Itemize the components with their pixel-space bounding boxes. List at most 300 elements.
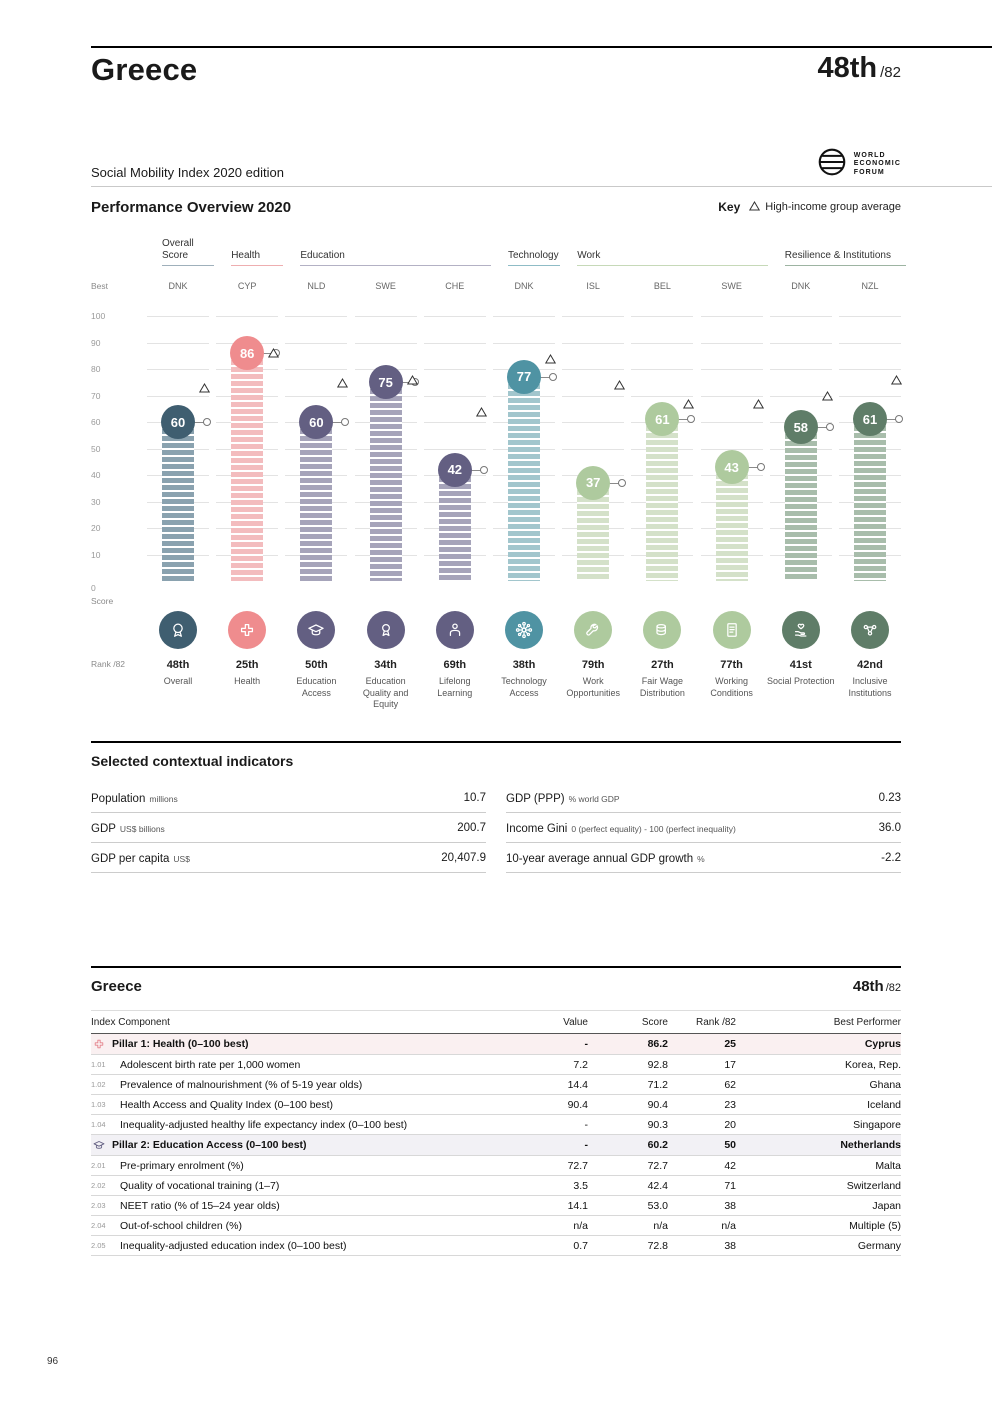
- row-label: Inequality-adjusted education index (0–100 best): [120, 1239, 347, 1252]
- country-rank: [818, 52, 902, 85]
- gridline: [424, 316, 486, 317]
- detail-country-title: Greece: [91, 977, 142, 995]
- gridline: [562, 449, 624, 450]
- score-circle-inclusive-institutions: 61: [853, 402, 887, 436]
- indicator-unit: millions: [149, 793, 178, 804]
- row-label: Inequality-adjusted healthy life expectancy index (0–100 best): [120, 1118, 408, 1131]
- axis-tick-10: 10: [91, 549, 101, 560]
- score-circle-education-quality-and-equity: 75: [369, 365, 403, 399]
- row-label: NEET ratio (% of 15–24 year olds): [120, 1199, 280, 1212]
- row-component: [91, 1059, 516, 1071]
- row-score: 60.2: [647, 1139, 668, 1151]
- high-income-marker-icon-inclusive-institutions: [891, 372, 902, 382]
- best-country-code-fair-wage-distribution: BEL: [653, 281, 671, 291]
- table-row-2.01: [91, 1156, 901, 1176]
- axis-tick-0: 0: [91, 583, 96, 593]
- group-label-resilience-institutions: Resilience & Institutions: [785, 233, 906, 266]
- pillar-name-lifelong-learning: Lifelong Learning: [437, 676, 473, 698]
- table-header-row: [91, 1010, 901, 1034]
- table-row-2.04: [91, 1216, 901, 1236]
- page-header: [91, 52, 901, 88]
- row-score: 42.4: [647, 1179, 668, 1192]
- high-income-marker-icon-technology-access: [545, 351, 556, 361]
- indicator-name: 10-year average annual GDP growth: [506, 852, 694, 865]
- row-rank: 17: [724, 1058, 736, 1071]
- pillar-rank-inclusive-institutions: 42nd: [857, 659, 883, 671]
- axis-score-label: Score: [91, 596, 114, 606]
- score-bar-education-access: [300, 422, 332, 581]
- row-rank: 38: [724, 1199, 736, 1212]
- score-circle-health: 86: [230, 336, 264, 370]
- high-income-marker-icon-health: [268, 345, 279, 355]
- score-marker-dot-overall: [203, 418, 211, 426]
- medal-icon: [159, 611, 197, 649]
- gridline: [493, 316, 555, 317]
- gridline: [839, 369, 901, 370]
- score-bar-health: [231, 353, 263, 581]
- performance-header: [91, 195, 901, 219]
- score-circle-overall: 60: [161, 405, 195, 439]
- key-item-label: High-income group average: [765, 201, 901, 213]
- gridline: [701, 343, 763, 344]
- edition-row: [91, 134, 901, 186]
- best-country-code-overall: DNK: [168, 281, 188, 291]
- gridline: [562, 422, 624, 423]
- score-bar-technology-access: [508, 377, 540, 581]
- gridline: [147, 343, 209, 344]
- score-circle-working-conditions: 43: [715, 450, 749, 484]
- axis-tick-20: 20: [91, 523, 101, 533]
- axis-rank-label: Rank /82: [91, 659, 126, 669]
- group-label-education: Education: [300, 233, 490, 266]
- gridline: [285, 396, 347, 397]
- indicator-row-10-year-average-annual-gdp-growth: [506, 843, 901, 873]
- row-score: 71.2: [647, 1078, 668, 1091]
- gridline: [631, 316, 693, 317]
- row-component: [91, 1240, 516, 1252]
- row-component: [91, 1160, 516, 1172]
- score-marker-dot-social-protection: [826, 423, 834, 431]
- high-income-average-key-icon: [749, 201, 760, 214]
- table-body: [91, 1034, 901, 1256]
- indicator-row-gdp-ppp: [506, 783, 901, 813]
- row-number: 1.03: [91, 1100, 106, 1109]
- pillar-rank-fair-wage-distribution: 27th: [651, 659, 674, 671]
- row-best-performer: Malta: [875, 1159, 901, 1172]
- best-country-code-inclusive-institutions: NZL: [861, 281, 879, 291]
- gridline: [424, 369, 486, 370]
- score-marker-dot-lifelong-learning: [480, 466, 488, 474]
- column-header-value: Value: [563, 1016, 588, 1028]
- pillar-name-social-protection: Social Protection: [767, 676, 835, 686]
- row-label: Quality of vocational training (1–7): [120, 1179, 280, 1192]
- score-bar-social-protection: [785, 427, 817, 581]
- gridline: [839, 316, 901, 317]
- edition-subtitle: Social Mobility Index 2020 edition: [91, 165, 284, 180]
- pillar-name-education-quality-and-equity: Education Quality and Equity: [362, 676, 409, 710]
- axis-tick-80: 80: [91, 364, 101, 374]
- gridline: [701, 422, 763, 423]
- gridline: [770, 369, 832, 370]
- pillar-rank-work-opportunities: 79th: [581, 659, 605, 671]
- indicator-value: 20,407.9: [441, 851, 486, 864]
- indicator-label: [506, 819, 736, 837]
- indicator-name: GDP per capita: [91, 852, 170, 865]
- gridline: [216, 316, 278, 317]
- indicator-value: 36.0: [878, 821, 901, 834]
- axis-tick-50: 50: [91, 443, 101, 454]
- row-value: 0.7: [573, 1239, 588, 1252]
- high-income-marker-icon-work-opportunities: [614, 377, 625, 387]
- wef-logo: [815, 145, 901, 186]
- gridline: [424, 422, 486, 423]
- score-bar-fair-wage-distribution: [646, 419, 678, 581]
- indicator-value: 10.7: [463, 791, 486, 804]
- gridline: [147, 316, 209, 317]
- rank-value: 48th: [817, 52, 878, 84]
- row-label: Out-of-school children (%): [120, 1219, 242, 1232]
- high-income-marker-icon-social-protection: [822, 388, 833, 398]
- row-score: 53.0: [647, 1199, 668, 1212]
- gridline: [493, 343, 555, 344]
- best-country-code-lifelong-learning: CHE: [445, 281, 465, 291]
- row-best-performer: Netherlands: [840, 1139, 901, 1151]
- indicators-grid: [91, 783, 901, 873]
- score-circle-lifelong-learning: 42: [438, 453, 472, 487]
- row-rank: 38: [724, 1239, 736, 1252]
- indicator-value: 200.7: [457, 821, 486, 834]
- row-best-performer: Ghana: [869, 1078, 901, 1091]
- gridline: [562, 316, 624, 317]
- score-circle-technology-access: 77: [507, 360, 541, 394]
- row-rank: 23: [724, 1098, 736, 1111]
- row-rank: 50: [724, 1139, 736, 1151]
- row-label: Adolescent birth rate per 1,000 women: [120, 1058, 301, 1071]
- row-component: [91, 1180, 516, 1192]
- score-marker-dot-work-opportunities: [618, 479, 626, 487]
- key-item: [749, 201, 901, 214]
- row-best-performer: Multiple (5): [849, 1219, 901, 1232]
- wef-globe-icon: [815, 145, 849, 184]
- cross-icon: [228, 611, 266, 649]
- indicator-row-population: [91, 783, 486, 813]
- row-rank: 71: [724, 1179, 736, 1192]
- table-row-1.01: [91, 1055, 901, 1075]
- pillar-rank-working-conditions: 77th: [720, 659, 743, 671]
- indicator-name: Income Gini: [506, 822, 568, 835]
- pillar-name-education-access: Education Access: [296, 676, 337, 698]
- high-income-marker-icon-working-conditions: [753, 396, 764, 406]
- axis-tick-30: 30: [91, 496, 101, 507]
- row-value: -: [584, 1038, 588, 1050]
- score-marker-dot-fair-wage-distribution: [687, 415, 695, 423]
- row-component: [91, 1099, 516, 1111]
- row-label: Health Access and Quality Index (0–100 best): [120, 1098, 334, 1111]
- score-circle-education-access: 60: [299, 405, 333, 439]
- column-header-index-component: Index Component: [91, 1016, 170, 1028]
- table-row-pillar-pillar-1-health-0-100-best: [91, 1034, 901, 1055]
- pillar-rank-health: 25th: [235, 659, 259, 671]
- score-bar-education-quality-and-equity: [370, 382, 402, 581]
- score-circle-work-opportunities: 37: [576, 466, 610, 500]
- pillar-name-health: Health: [234, 676, 261, 686]
- row-number: 1.02: [91, 1080, 106, 1089]
- best-country-code-education-access: NLD: [307, 281, 326, 291]
- indicator-unit: US$: [173, 853, 190, 864]
- best-country-code-education-quality-and-equity: SWE: [375, 281, 396, 291]
- row-number: 1.04: [91, 1120, 106, 1129]
- high-income-marker-icon-education-quality-and-equity: [407, 372, 418, 382]
- page-number: 96: [47, 1356, 59, 1367]
- best-country-code-technology-access: DNK: [514, 281, 534, 291]
- axis-tick-100: 100: [91, 311, 106, 321]
- table-row-1.02: [91, 1075, 901, 1095]
- axis-tick-90: 90: [91, 337, 101, 348]
- score-marker-dot-education-access: [341, 418, 349, 426]
- detail-section-rule: [91, 966, 901, 968]
- table-row-1.04: [91, 1115, 901, 1135]
- row-rank: 20: [724, 1118, 736, 1131]
- gridline: [285, 316, 347, 317]
- table-row-2.05: [91, 1236, 901, 1256]
- indicator-value: 0.23: [878, 791, 901, 804]
- gridline: [285, 343, 347, 344]
- indicator-label: [91, 819, 165, 837]
- row-value: 90.4: [567, 1098, 588, 1111]
- index-component-table: [91, 1010, 901, 1256]
- row-rank: 42: [724, 1159, 736, 1172]
- indicator-name: Population: [91, 792, 146, 805]
- row-value: 72.7: [567, 1159, 588, 1172]
- pillar-rank-education-quality-and-equity: 34th: [374, 659, 397, 671]
- cross-icon: [91, 1036, 107, 1052]
- people-icon: [851, 611, 889, 649]
- axis-tick-60: 60: [91, 417, 101, 427]
- indicators-column-right: [506, 783, 901, 873]
- gridline: [562, 396, 624, 397]
- table-row-pillar-pillar-2-education-access-0-100-best: [91, 1135, 901, 1156]
- indicator-label: [506, 789, 620, 807]
- pillar-rank-overall: 48th: [166, 659, 190, 671]
- reader-icon: [436, 611, 474, 649]
- wef-logo-line: ECONOMIC: [853, 160, 901, 168]
- gridline: [285, 369, 347, 370]
- row-score: 92.8: [647, 1058, 668, 1071]
- indicator-label: [506, 849, 705, 867]
- high-income-marker-icon-overall: [199, 380, 210, 390]
- wef-logo-line: WORLD: [853, 151, 886, 159]
- group-label-overall-score: Overall Score: [162, 233, 214, 266]
- row-label: Pillar 1: Health (0–100 best): [112, 1038, 249, 1050]
- row-value: -: [584, 1118, 588, 1131]
- row-best-performer: Japan: [872, 1199, 901, 1212]
- pillar-name-working-conditions: Working Conditions: [710, 676, 753, 698]
- hand-heart-icon: [782, 611, 820, 649]
- index-component-section: [91, 966, 901, 1256]
- gridline: [701, 316, 763, 317]
- gridline: [839, 396, 901, 397]
- score-bar-inclusive-institutions: [854, 419, 886, 581]
- row-best-performer: Korea, Rep.: [844, 1058, 901, 1071]
- gridline: [424, 396, 486, 397]
- high-income-marker-icon-education-access: [337, 375, 348, 385]
- detail-header: [91, 976, 901, 996]
- score-circle-fair-wage-distribution: 61: [645, 402, 679, 436]
- indicator-row-gdp: [91, 813, 486, 843]
- group-label-technology: Technology: [508, 233, 560, 266]
- indicator-row-gdp-per-capita: [91, 843, 486, 873]
- row-label: Pillar 2: Education Access (0–100 best): [112, 1139, 307, 1151]
- gridline: [631, 343, 693, 344]
- contextual-indicators-section: [91, 741, 901, 873]
- indicator-unit: 0 (perfect equality) - 100 (perfect inequality): [571, 823, 736, 834]
- indicator-row-income-gini: [506, 813, 901, 843]
- score-marker-dot-inclusive-institutions: [895, 415, 903, 423]
- subheader-rule: [91, 186, 992, 187]
- column-header-best-performer: Best Performer: [833, 1016, 901, 1028]
- row-number: 2.03: [91, 1201, 106, 1210]
- indicator-value: -2.2: [881, 851, 901, 864]
- pillar-rank-social-protection: 41st: [789, 659, 812, 671]
- gridline: [147, 369, 209, 370]
- indicator-unit: % world GDP: [568, 793, 620, 804]
- pillar-name-work-opportunities: Work Opportunities: [566, 676, 620, 698]
- pillar-name-overall: Overall: [163, 676, 193, 686]
- high-income-marker-icon-lifelong-learning: [476, 404, 487, 414]
- gridline: [424, 449, 486, 450]
- row-best-performer: Iceland: [867, 1098, 901, 1111]
- row-value: 14.1: [567, 1199, 588, 1212]
- column-header-score: Score: [641, 1016, 668, 1028]
- row-component: [91, 1119, 516, 1131]
- row-component: [91, 1137, 516, 1153]
- wrench-icon: [574, 611, 612, 649]
- document-icon: [713, 611, 751, 649]
- row-value: -: [584, 1139, 588, 1151]
- gridline: [355, 316, 417, 317]
- gridline: [770, 316, 832, 317]
- row-rank: 25: [724, 1038, 736, 1050]
- row-score: 72.8: [647, 1239, 668, 1252]
- row-component: [91, 1079, 516, 1091]
- page-title: Greece: [91, 52, 198, 87]
- row-value: 7.2: [573, 1058, 588, 1071]
- score-circle-social-protection: 58: [784, 410, 818, 444]
- pillar-rank-lifelong-learning: 69th: [443, 659, 467, 671]
- row-score: 86.2: [647, 1038, 668, 1050]
- row-best-performer: Germany: [857, 1239, 901, 1252]
- row-rank: n/a: [721, 1219, 736, 1232]
- column-header-rank: Rank /82: [695, 1016, 736, 1028]
- indicator-unit: %: [697, 853, 705, 864]
- best-country-code-work-opportunities: ISL: [586, 281, 600, 291]
- section-title-performance: Performance Overview 2020: [91, 198, 292, 216]
- row-value: n/a: [573, 1219, 588, 1232]
- pillar-name-technology-access: Technology Access: [501, 676, 547, 698]
- row-score: 72.7: [647, 1159, 668, 1172]
- pillar-rank-technology-access: 38th: [512, 659, 536, 671]
- best-country-code-social-protection: DNK: [791, 281, 811, 291]
- group-label-health: Health: [231, 233, 283, 266]
- chart-key: [718, 200, 901, 214]
- grad-cap-icon: [297, 611, 335, 649]
- pillar-name-inclusive-institutions: Inclusive Institutions: [848, 676, 892, 698]
- detail-rank-value: 48th: [852, 977, 884, 995]
- gridline: [701, 369, 763, 370]
- gridline: [424, 343, 486, 344]
- indicators-column-left: [91, 783, 486, 873]
- wef-logo-text: [854, 152, 901, 177]
- network-icon: [505, 611, 543, 649]
- score-bar-overall: [162, 422, 194, 581]
- table-row-1.03: [91, 1095, 901, 1115]
- detail-rank-total: /82: [885, 981, 901, 994]
- row-component: [91, 1200, 516, 1212]
- table-row-2.03: [91, 1196, 901, 1216]
- row-number: 2.01: [91, 1161, 106, 1170]
- row-best-performer: Singapore: [853, 1118, 901, 1131]
- row-best-performer: Cyprus: [864, 1038, 901, 1050]
- best-country-code-working-conditions: SWE: [721, 281, 742, 291]
- row-value: 14.4: [567, 1078, 588, 1091]
- row-score: 90.4: [647, 1098, 668, 1111]
- gridline: [355, 343, 417, 344]
- contextual-section-title: Selected contextual indicators: [91, 753, 294, 769]
- axis-best-label: Best: [91, 281, 109, 291]
- gridline: [631, 369, 693, 370]
- pillar-name-fair-wage-distribution: Fair Wage Distribution: [639, 676, 685, 698]
- pillar-rank-education-access: 50th: [305, 659, 328, 671]
- row-value: 3.5: [573, 1179, 588, 1192]
- score-bar-working-conditions: [716, 467, 748, 581]
- coins-icon: [643, 611, 681, 649]
- gridline: [147, 396, 209, 397]
- indicator-label: [91, 789, 178, 807]
- row-number: 2.05: [91, 1241, 106, 1250]
- indicator-name: GDP: [91, 822, 116, 835]
- gridline: [839, 343, 901, 344]
- gridline: [562, 369, 624, 370]
- rank-total: /82: [880, 64, 901, 81]
- row-number: 1.01: [91, 1060, 106, 1069]
- performance-chart: [91, 233, 901, 745]
- wef-logo-line: FORUM: [853, 168, 885, 176]
- best-country-code-health: CYP: [237, 281, 257, 291]
- indicator-unit: US$ billions: [119, 823, 165, 834]
- indicator-label: [91, 849, 190, 867]
- axis-tick-40: 40: [91, 470, 101, 480]
- gridline: [770, 343, 832, 344]
- row-score: 90.3: [647, 1118, 668, 1131]
- table-row-2.02: [91, 1176, 901, 1196]
- detail-country-rank: [853, 978, 901, 995]
- gridline: [562, 343, 624, 344]
- award-icon: [367, 611, 405, 649]
- high-income-marker-icon-fair-wage-distribution: [683, 396, 694, 406]
- row-number: 2.02: [91, 1181, 106, 1190]
- row-number: 2.04: [91, 1221, 106, 1230]
- row-component: [91, 1220, 516, 1232]
- row-best-performer: Switzerland: [846, 1179, 901, 1192]
- row-label: Prevalence of malnourishment (% of 5-19 year olds): [120, 1078, 363, 1091]
- score-marker-dot-working-conditions: [757, 463, 765, 471]
- indicator-name: GDP (PPP): [506, 792, 565, 805]
- score-marker-dot-technology-access: [549, 373, 557, 381]
- contextual-section-rule: [91, 741, 901, 743]
- group-label-work: Work: [577, 233, 767, 266]
- header-rule: [91, 46, 992, 48]
- row-label: Pre-primary enrolment (%): [120, 1159, 244, 1172]
